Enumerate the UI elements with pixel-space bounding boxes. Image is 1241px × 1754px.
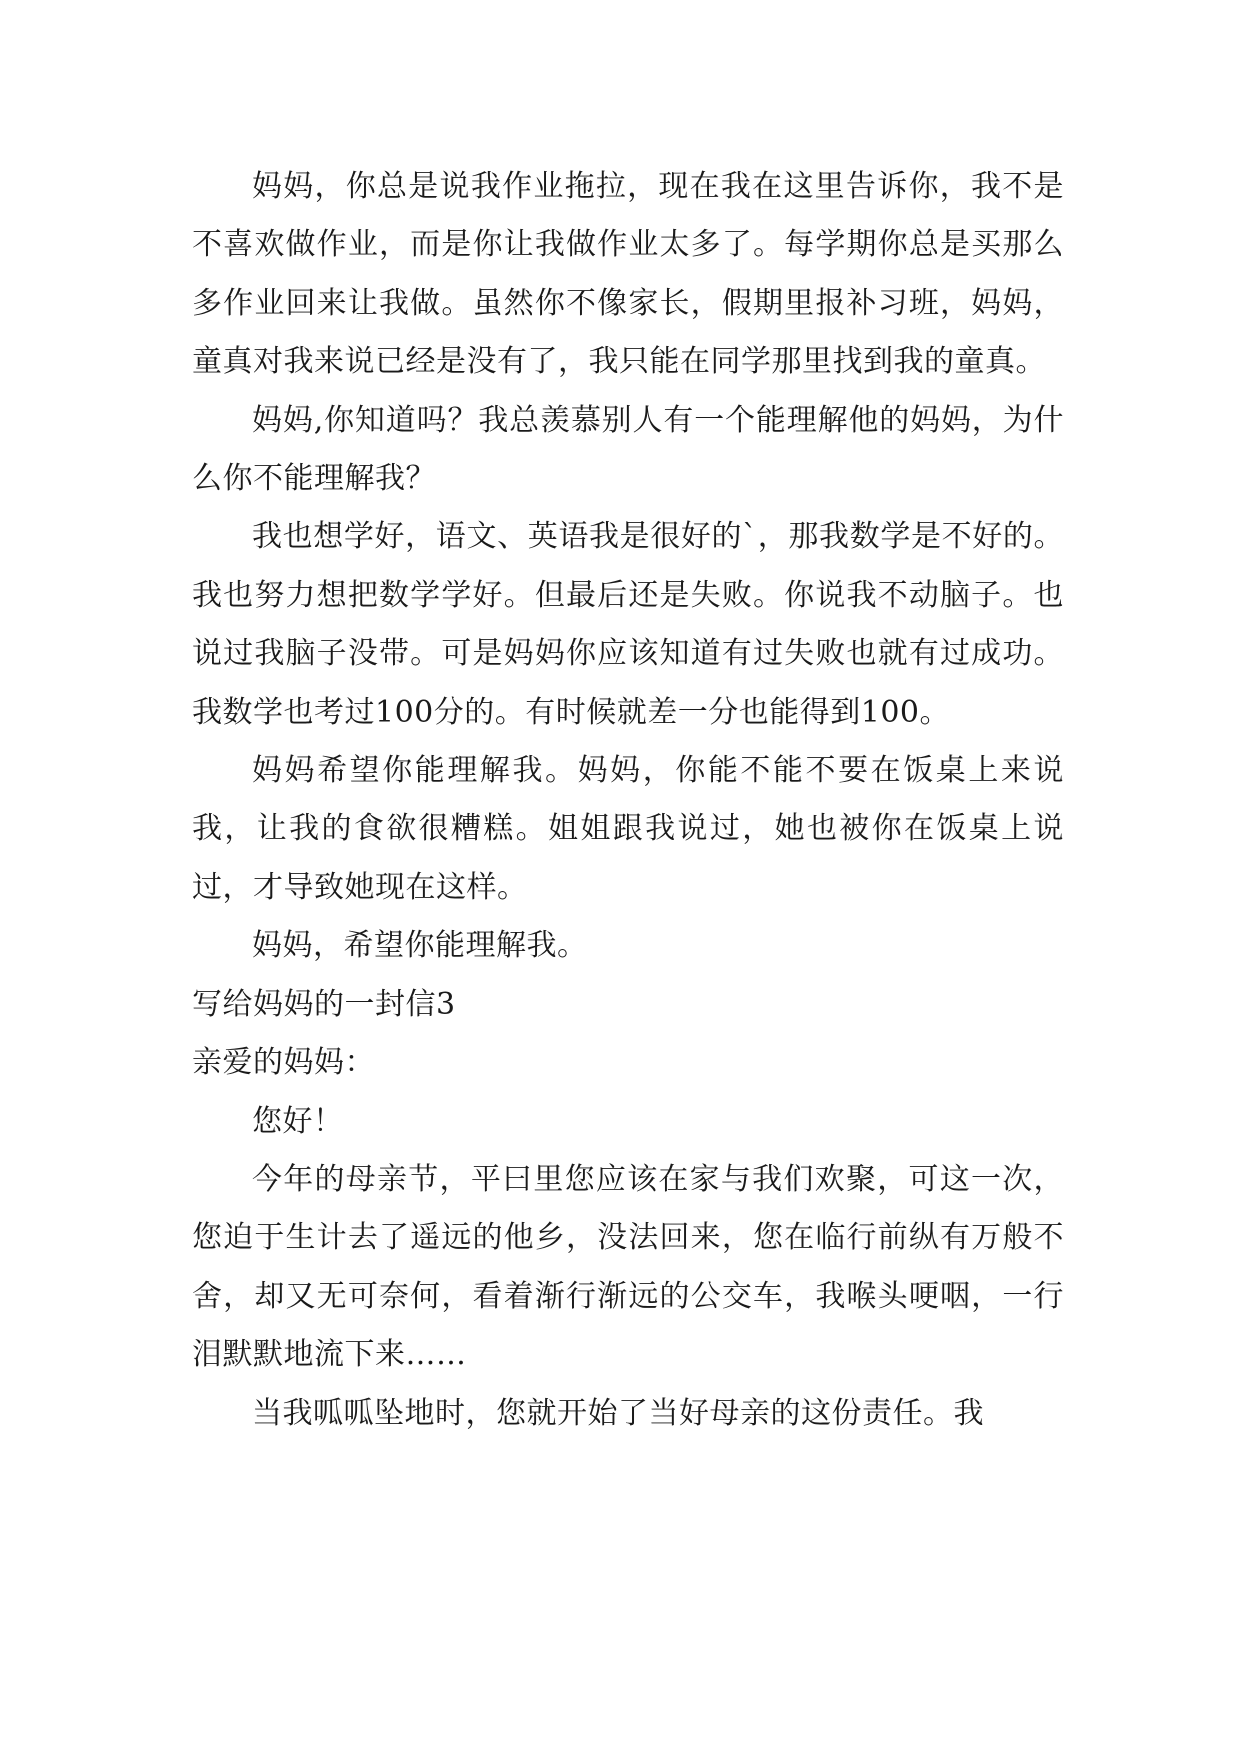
paragraph-responsibility: 当我呱呱坠地时，您就开始了当好母亲的这份责任。我 xyxy=(252,1395,984,1431)
paragraph-dinner-table: 妈妈希望你能理解我。妈妈，你能不能不要在饭桌上来说我，让我的食欲很糟糕。姐姐跟我说过，她也被你在饭桌上说过，才导致她现在这样。 xyxy=(192,753,1064,905)
paragraph-understand: 妈妈,你知道吗？我总羡慕别人有一个能理解他的妈妈，为什么你不能理解我？ xyxy=(192,402,1064,497)
salutation: 亲爱的妈妈： xyxy=(192,1045,375,1081)
paragraph-hope: 妈妈，希望你能理解我。 xyxy=(252,928,588,964)
paragraph-math: 我也想学好，语文、英语我是很好的`，那我数学是不好的。我也努力想把数学学好。但最后还是失败。你说我不动脑子。也说过我脑子没带。可是妈妈你应该知道有过失败也就有过成功。我数学也考过100分的。有时候就差一分也能得到100。 xyxy=(192,519,1064,730)
letter-body xyxy=(192,158,1064,1443)
paragraph-mothers-day: 今年的母亲节，平曰里您应该在家与我们欢聚，可这一次，您迫于生计去了遥远的他乡，没法回来，您在临行前纵有万般不舍，却又无可奈何，看着渐行渐远的公交车，我喉头哽咽，一行泪默默地流下来…… xyxy=(192,1161,1064,1373)
paragraph-homework: 妈妈，你总是说我作业拖拉，现在我在这里告诉你，我不是不喜欢做作业，而是你让我做作业太多了。每学期你总是买那么多作业回来让我做。虽然你不像家长，假期里报补习班，妈妈，童真对我来说已经是没有了，我只能在同学那里找到我的童真。 xyxy=(192,169,1064,380)
greeting: 您好！ xyxy=(252,1103,344,1139)
letter-title: 写给妈妈的一封信3 xyxy=(192,986,456,1022)
